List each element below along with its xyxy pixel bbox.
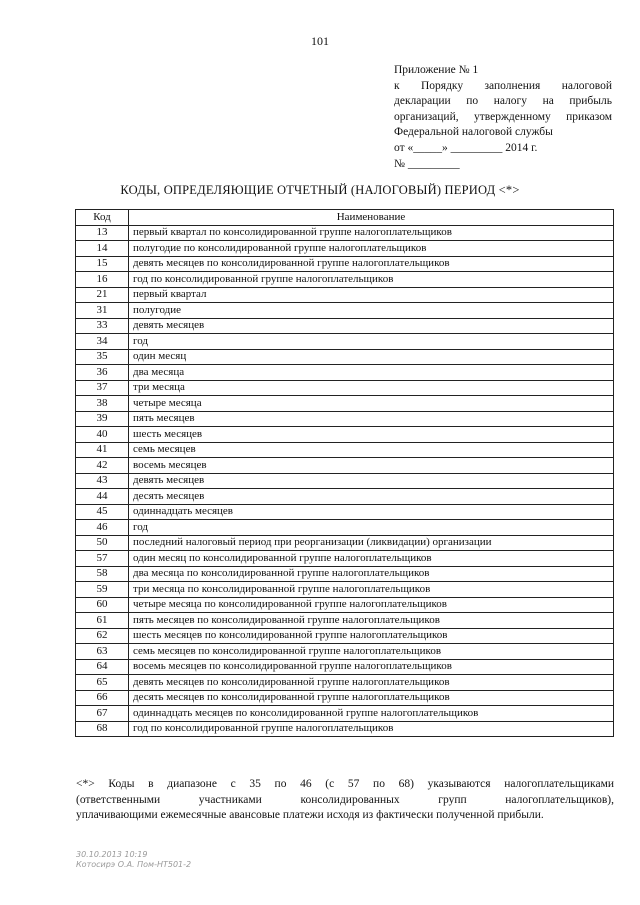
cell-code: 61 [76,613,129,629]
cell-name: год по консолидированной группе налогоплательщиков [129,272,614,288]
cell-code: 42 [76,458,129,474]
cell-name: два месяца по консолидированной группе налогоплательщиков [129,566,614,582]
appendix-number-line: № _________ [394,157,460,170]
table-row [76,287,614,303]
cell-name: год по консолидированной группе налогоплательщиков [129,721,614,737]
appendix-reference-line: Федеральной налоговой службы [394,126,553,139]
cell-name: шесть месяцев по консолидированной группе налогоплательщиков [129,628,614,644]
cell-name: первый квартал по консолидированной группе налогоплательщиков [129,225,614,241]
footnote [76,777,614,824]
cell-code: 50 [76,535,129,551]
cell-name: восемь месяцев по консолидированной группе налогоплательщиков [129,659,614,675]
cell-code: 44 [76,489,129,505]
cell-code: 16 [76,272,129,288]
table-row [76,225,614,241]
table-row [76,241,614,257]
cell-name: одиннадцать месяцев [129,504,614,520]
cell-name: одиннадцать месяцев по консолидированной группе налогоплательщиков [129,706,614,722]
cell-code: 41 [76,442,129,458]
table-row [76,566,614,582]
appendix-date-line: от «_____» _________ 2014 г. [394,141,538,154]
cell-code: 57 [76,551,129,567]
cell-name: десять месяцев [129,489,614,505]
column-header-name: Наименование [129,210,614,226]
cell-code: 65 [76,675,129,691]
footnote-line: (ответственными участниками консолидированных групп налогоплательщиков), [76,793,614,806]
cell-code: 14 [76,241,129,257]
appendix-reference-line: к Порядку заполнения налоговой [394,79,612,92]
cell-name: два месяца [129,365,614,381]
cell-code: 58 [76,566,129,582]
table-row [76,535,614,551]
page-number: 101 [311,34,329,48]
table-row [76,349,614,365]
cell-name: семь месяцев [129,442,614,458]
cell-name: три месяца по консолидированной группе налогоплательщиков [129,582,614,598]
stamp-line: 30.10.2013 10:19 [76,850,148,859]
cell-code: 64 [76,659,129,675]
cell-name: пять месяцев по консолидированной группе налогоплательщиков [129,613,614,629]
cell-name: семь месяцев по консолидированной группе налогоплательщиков [129,644,614,660]
cell-code: 63 [76,644,129,660]
table-row [76,659,614,675]
cell-name: год [129,520,614,536]
cell-name: три месяца [129,380,614,396]
table-row [76,272,614,288]
cell-name: девять месяцев по консолидированной группе налогоплательщиков [129,256,614,272]
period-codes-table [75,209,614,737]
table-row [76,380,614,396]
cell-code: 35 [76,349,129,365]
cell-name: пять месяцев [129,411,614,427]
column-header-code: Код [76,210,129,226]
cell-code: 37 [76,380,129,396]
cell-code: 36 [76,365,129,381]
cell-name: первый квартал [129,287,614,303]
cell-name: восемь месяцев [129,458,614,474]
footnote-line: уплачивающими ежемесячные авансовые платежи исходя из фактически полученной прибыли. [76,809,544,821]
table-row [76,489,614,505]
appendix-reference-line: организаций, утвержденному приказом [394,110,612,123]
cell-name: шесть месяцев [129,427,614,443]
cell-code: 39 [76,411,129,427]
table-row [76,520,614,536]
cell-code: 15 [76,256,129,272]
cell-code: 66 [76,690,129,706]
table-row [76,411,614,427]
cell-name: полугодие по консолидированной группе налогоплательщиков [129,241,614,257]
cell-name: год [129,334,614,350]
cell-code: 62 [76,628,129,644]
table-row [76,303,614,319]
table-row [76,396,614,412]
cell-name: один месяц [129,349,614,365]
cell-code: 33 [76,318,129,334]
table-row [76,551,614,567]
table-row [76,706,614,722]
cell-code: 40 [76,427,129,443]
table-row [76,365,614,381]
table-row [76,597,614,613]
table-row [76,473,614,489]
table-body [76,225,614,737]
cell-name: десять месяцев по консолидированной группе налогоплательщиков [129,690,614,706]
table-row [76,504,614,520]
cell-code: 21 [76,287,129,303]
table-row [76,334,614,350]
document-title: КОДЫ, ОПРЕДЕЛЯЮЩИЕ ОТЧЕТНЫЙ (НАЛОГОВЫЙ) ПЕРИОД <*> [120,183,520,197]
cell-code: 45 [76,504,129,520]
cell-code: 13 [76,225,129,241]
table-row [76,458,614,474]
table-row [76,644,614,660]
table-row [76,721,614,737]
table-row [76,582,614,598]
cell-name: девять месяцев по консолидированной группе налогоплательщиков [129,675,614,691]
table-row [76,318,614,334]
table-header-row [76,210,614,226]
cell-code: 60 [76,597,129,613]
appendix-reference-line: декларации по налогу на прибыль [394,95,612,108]
table-row [76,442,614,458]
cell-code: 68 [76,721,129,737]
cell-code: 67 [76,706,129,722]
cell-name: последний налоговый период при реорганизации (ликвидации) организации [129,535,614,551]
table-row [76,675,614,691]
cell-code: 31 [76,303,129,319]
footnote-line: <*> Коды в диапазоне с 35 по 46 (с 57 по 68) указываются налогоплательщиками [76,778,614,790]
cell-code: 38 [76,396,129,412]
cell-code: 43 [76,473,129,489]
print-stamp [76,850,191,870]
table-row [76,427,614,443]
cell-name: девять месяцев [129,473,614,489]
cell-code: 34 [76,334,129,350]
cell-name: полугодие [129,303,614,319]
cell-code: 59 [76,582,129,598]
cell-name: четыре месяца [129,396,614,412]
cell-code: 46 [76,520,129,536]
table-row [76,613,614,629]
stamp-line: Котосирэ О.А. Пом-НТ501-2 [76,860,192,869]
cell-name: четыре месяца по консолидированной группе налогоплательщиков [129,597,614,613]
table-row [76,690,614,706]
appendix-header [394,63,612,172]
cell-name: девять месяцев [129,318,614,334]
table-row [76,628,614,644]
cell-name: один месяц по консолидированной группе налогоплательщиков [129,551,614,567]
appendix-title: Приложение № 1 [394,64,479,76]
table-row [76,256,614,272]
